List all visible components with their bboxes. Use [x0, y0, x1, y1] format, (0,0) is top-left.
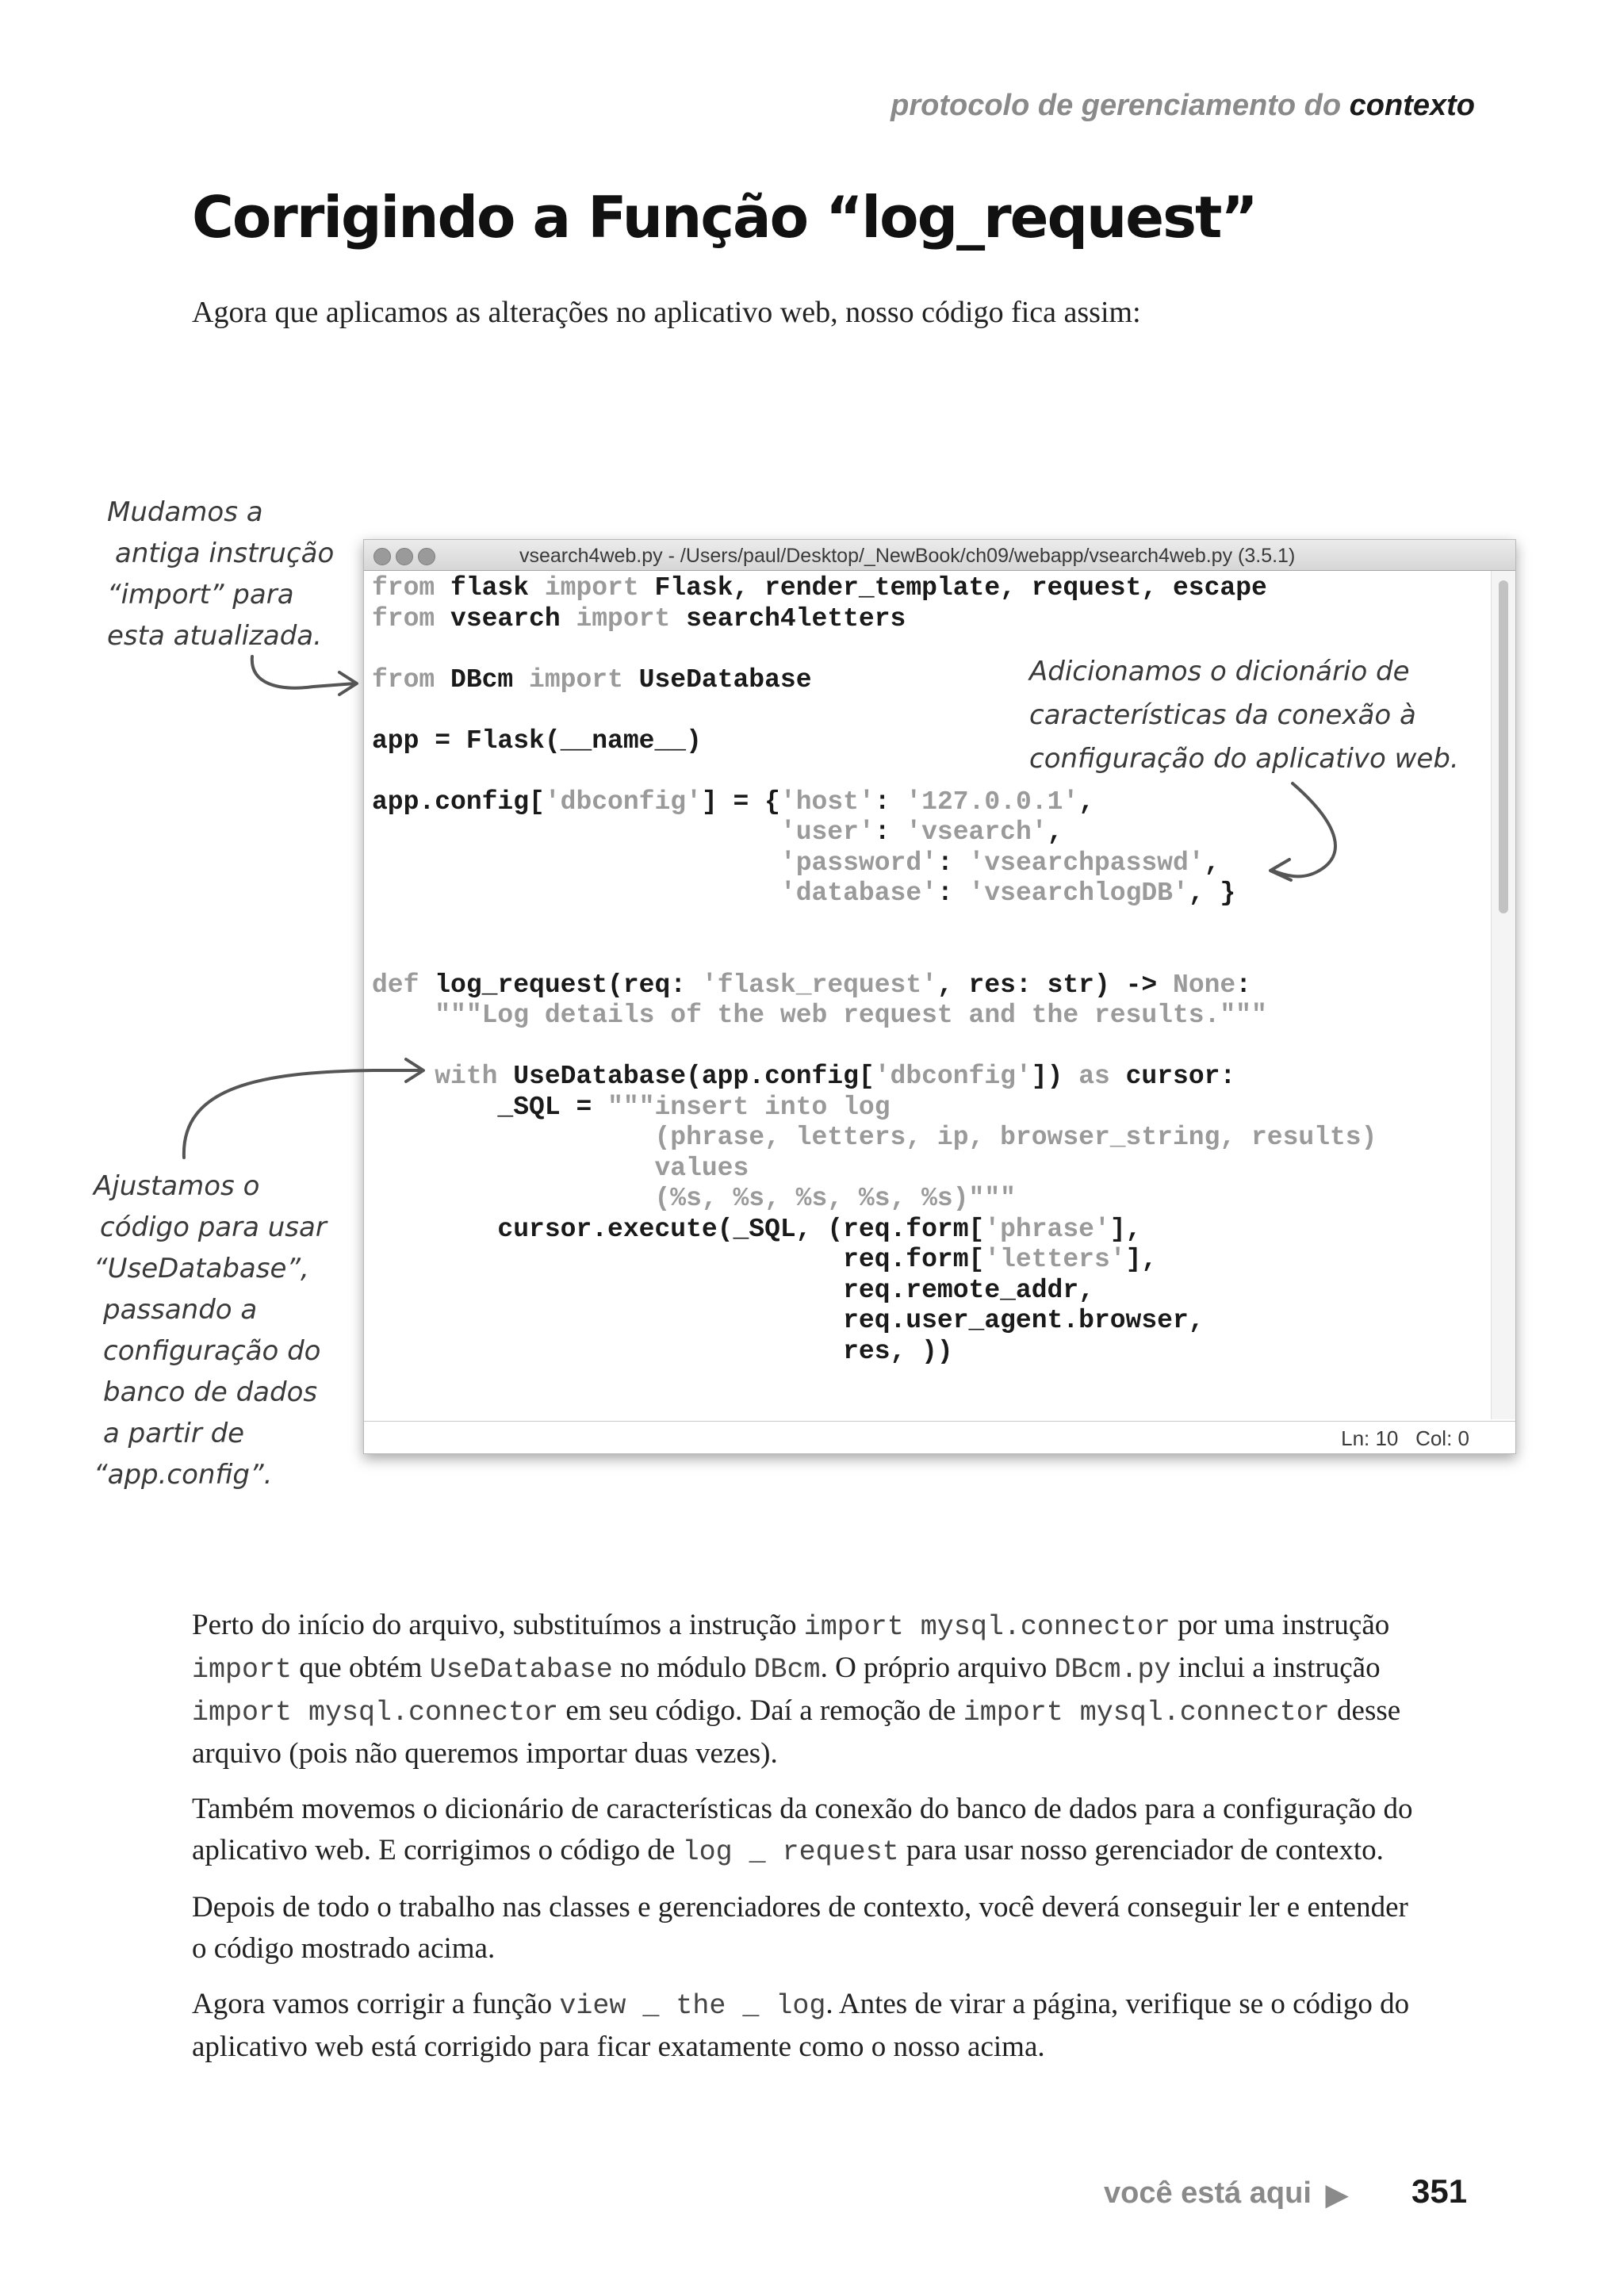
- code-token-keyword: with: [435, 1062, 498, 1091]
- code-token-keyword: 'dbconfig': [544, 787, 702, 817]
- annotation-config-note: [1029, 650, 1457, 781]
- code-token-keyword: (%s, %s, %s, %s, %s)""": [372, 1184, 1016, 1213]
- code-token-keyword: 'flask_request': [701, 970, 937, 1000]
- code-token: search4letters: [670, 603, 906, 634]
- code-token-keyword: 'vsearch': [906, 817, 1048, 847]
- annotation-line: características da conexão à: [1029, 699, 1416, 731]
- code-token-keyword: 'dbconfig': [874, 1062, 1032, 1091]
- code-token: DBcm: [435, 664, 530, 695]
- code-token-keyword: as: [1078, 1062, 1110, 1091]
- code-line: [372, 1093, 1377, 1124]
- code-line: [372, 817, 1377, 848]
- code-line: [372, 879, 1377, 909]
- running-head-bold: contexto: [1349, 89, 1475, 122]
- editor-status-bar: [364, 1421, 1515, 1453]
- code-token-keyword: def: [372, 970, 419, 1000]
- code-line: [372, 909, 1377, 940]
- footer-arrow-icon: ▶: [1326, 2178, 1348, 2211]
- code-token: :: [874, 787, 906, 817]
- code-token: :: [936, 848, 969, 878]
- annotation-line: a partir de: [103, 1418, 245, 1449]
- annotation-line: “UseDatabase”,: [94, 1253, 309, 1284]
- annotation-line: Adicionamos o dicionário de: [1029, 656, 1410, 687]
- code-token: [372, 817, 780, 847]
- code-token-keyword: 'vsearchlogDB': [968, 879, 1189, 908]
- code-line: [372, 1032, 1377, 1062]
- page-title: Corrigindo a Função “log_request”: [192, 184, 1257, 251]
- code-token-keyword: 'vsearchpasswd': [968, 848, 1205, 878]
- code-line: [372, 1123, 1377, 1154]
- code-token-keyword: 'letters': [984, 1245, 1126, 1274]
- code-token-keyword: """Log details of the web request and the results.""": [435, 1001, 1267, 1030]
- annotation-line: passando a: [103, 1294, 258, 1326]
- code-token: [372, 1062, 435, 1091]
- code-token: log_request(req:: [419, 970, 702, 1000]
- annotation-line: configuração do: [103, 1335, 321, 1367]
- annotation-line: antiga instrução: [115, 538, 335, 569]
- zoom-window-button[interactable]: [418, 548, 435, 565]
- annotation-line: esta atualizada.: [107, 620, 322, 652]
- code-token: req.remote_addr,: [372, 1275, 1094, 1305]
- code-line: [372, 1306, 1377, 1337]
- code-token: ],: [1125, 1245, 1158, 1274]
- code-token-keyword: from: [372, 603, 435, 634]
- code-token: cursor:: [1109, 1062, 1236, 1091]
- paragraph-3: Depois de todo o trabalho nas classes e gerenciadores de contexto, você deverá conseguir ler e entender o código mostrado acima.: [192, 1891, 1408, 1965]
- paragraph-4: Agora vamos corrigir a função view _ the _ log. Antes de virar a página, verifique se o código do aplicativo web está corrigido para ficar exatamente como o nosso acima.: [192, 1988, 1410, 2063]
- code-token: ],: [1109, 1214, 1142, 1244]
- code-token-keyword: (phrase, letters, ip, browser_string, results): [372, 1123, 1377, 1152]
- code-token: vsearch: [435, 603, 576, 634]
- cursor-position: Ln: 10 Col: 0: [1341, 1426, 1469, 1450]
- annotation-line: “import” para: [107, 579, 294, 611]
- code-line: [372, 1215, 1377, 1246]
- paragraph-1: Perto do início do arquivo, substituímos a instrução import mysql.connector por uma instrução import que obtém UseDatabase no módulo DBcm. O próprio arquivo DBcm.py inclui a instrução import mysql.connector em seu código. Daí a remoção de import mysql.connector desse arquivo (pois não queremos importar duas vezes).: [192, 1609, 1401, 1770]
- code-token: app = Flask(__name__): [372, 725, 702, 756]
- code-token: , res: str) ->: [936, 970, 1174, 1000]
- code-token: Flask, render_template, request, escape: [638, 573, 1267, 603]
- code-line: [372, 787, 1377, 818]
- code-token: req.user_agent.browser,: [372, 1306, 1205, 1335]
- close-window-button[interactable]: [373, 548, 391, 565]
- code-token: [372, 848, 780, 878]
- code-token-keyword: 'database': [779, 879, 937, 908]
- annotation-line: “app.config”.: [94, 1459, 273, 1491]
- vertical-scrollbar[interactable]: [1491, 571, 1515, 1419]
- code-token-keyword: 'phrase': [984, 1214, 1110, 1244]
- paragraph-2: Também movemos o dicionário de características da conexão do banco de dados para a configuração do aplicativo web. E corrigimos o código de log _ request para usar nosso gerenciador de contexto.: [192, 1793, 1413, 1868]
- code-token-keyword: import: [544, 573, 639, 603]
- code-line: [372, 970, 1377, 1001]
- code-line: [372, 848, 1377, 879]
- code-line: [372, 573, 1377, 604]
- code-token: app.config[: [372, 787, 545, 817]
- code-token-keyword: from: [372, 664, 435, 695]
- code-token: :: [1235, 970, 1252, 1000]
- code-token: ] = {: [701, 787, 780, 817]
- code-line: [372, 1001, 1377, 1032]
- body-text: [192, 1605, 1413, 2082]
- code-token: :: [874, 817, 906, 847]
- code-token: ,: [1047, 817, 1063, 847]
- annotation-usedatabase-note: [94, 1166, 331, 1495]
- code-line: [372, 604, 1377, 635]
- annotation-import-note: [107, 492, 345, 657]
- editor-titlebar: [364, 540, 1515, 571]
- code-line: [372, 1245, 1377, 1276]
- code-token-keyword: '127.0.0.1': [906, 787, 1079, 817]
- running-head-text: protocolo de gerenciamento do: [891, 89, 1342, 122]
- annotation-line: Ajustamos o: [94, 1170, 260, 1202]
- code-token: ]): [1031, 1062, 1079, 1091]
- minimize-window-button[interactable]: [396, 548, 413, 565]
- annotation-line: banco de dados: [103, 1376, 318, 1408]
- code-token: , }: [1188, 879, 1236, 908]
- code-token: UseDatabase(app.config[: [497, 1062, 875, 1091]
- code-token: [372, 1001, 435, 1030]
- code-token: req.form[: [372, 1245, 985, 1274]
- code-token: _SQL =: [372, 1092, 608, 1122]
- arrow-import-note: [252, 657, 355, 688]
- code-token: cursor.execute(_SQL, (req.form[: [372, 1214, 985, 1244]
- code-token-keyword: values: [372, 1153, 749, 1183]
- running-head: [891, 89, 1475, 123]
- annotation-line: código para usar: [100, 1212, 327, 1243]
- code-token: UseDatabase: [622, 664, 812, 695]
- scrollbar-thumb[interactable]: [1499, 580, 1508, 913]
- code-token: [372, 879, 780, 908]
- code-token-keyword: 'user': [779, 817, 875, 847]
- arrowhead-import-note: [339, 672, 357, 695]
- code-token-keyword: """insert into log: [607, 1092, 891, 1122]
- code-token-keyword: 'password': [779, 848, 937, 878]
- editor-window-title: vsearch4web.py - /Users/paul/Desktop/_NewBook/ch09/webapp/vsearch4web.py (3.5.1): [519, 545, 1296, 567]
- code-line: [372, 940, 1377, 970]
- code-line: [372, 1062, 1377, 1093]
- code-token: res, )): [372, 1336, 953, 1366]
- footer-you-are-here: você está aqui: [1104, 2176, 1312, 2210]
- code-token: ,: [1204, 848, 1220, 878]
- code-token-keyword: 'host': [779, 787, 875, 817]
- code-token-keyword: None: [1173, 970, 1236, 1000]
- code-token-keyword: from: [372, 573, 435, 603]
- code-token: :: [936, 879, 969, 908]
- code-line: [372, 1276, 1377, 1307]
- intro-text: Agora que aplicamos as alterações no aplicativo web, nosso código fica assim:: [192, 296, 1141, 329]
- code-line: [372, 1184, 1377, 1215]
- code-token: ,: [1078, 787, 1095, 817]
- code-line: [372, 1337, 1377, 1368]
- code-token: flask: [435, 573, 545, 603]
- code-token-keyword: import: [529, 664, 623, 695]
- annotation-line: Mudamos a: [107, 496, 263, 528]
- code-line: [372, 1154, 1377, 1185]
- code-token-keyword: import: [576, 603, 671, 634]
- page-number: 351: [1411, 2172, 1468, 2210]
- annotation-line: configuração do aplicativo web.: [1029, 743, 1459, 775]
